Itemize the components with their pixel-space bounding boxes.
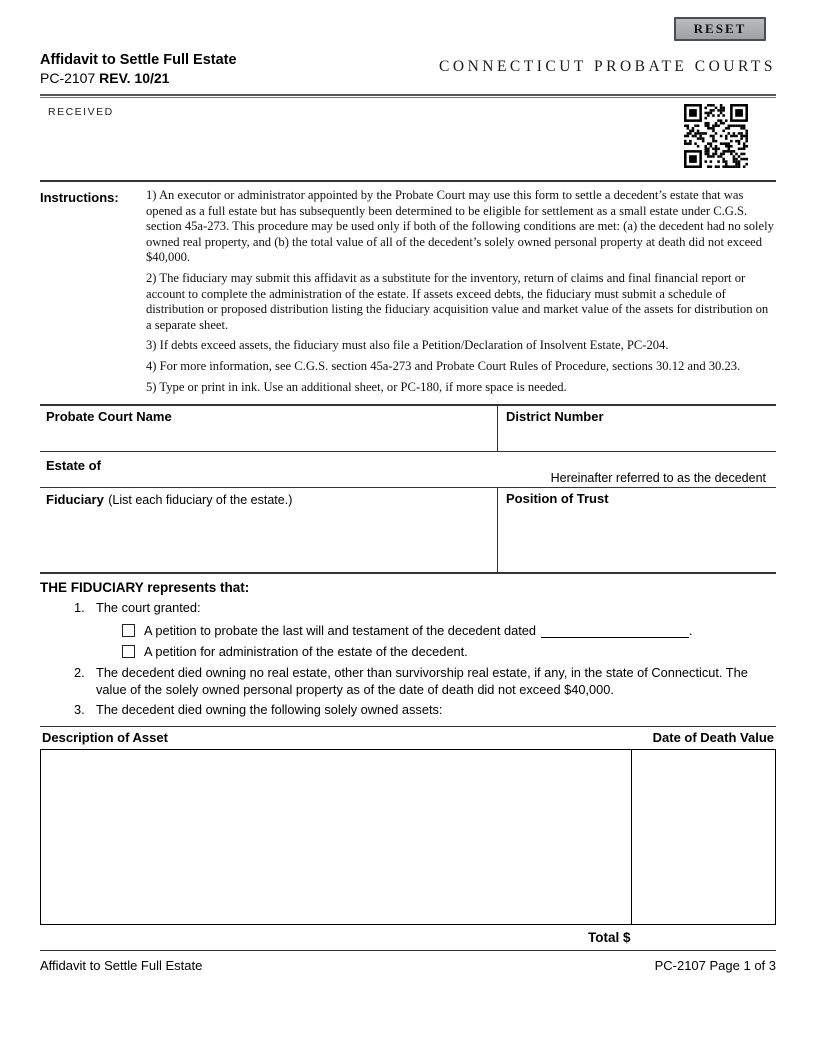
district-number-field[interactable]: [506, 424, 768, 440]
estate-of-label: Estate of: [46, 458, 101, 474]
form-number-line: [40, 70, 237, 86]
petition-administration-checkbox[interactable]: [122, 645, 135, 658]
asset-value-field[interactable]: [631, 750, 775, 924]
description-of-asset-header: Description of Asset: [42, 729, 168, 745]
item-text: The court granted:: [96, 600, 201, 616]
position-of-trust-cell: [497, 488, 776, 572]
instruction-item-4: 4) For more information, see C.G.S. section 45a-273 and Probate Court Rules of Procedure, sections 30.12 and 30.23.: [146, 359, 741, 374]
petition-probate-label: A petition to probate the last will and testament of the decedent dated: [144, 623, 536, 639]
fiduciary-row: [40, 488, 776, 574]
fiduciary-represents-heading: THE FIDUCIARY represents that:: [40, 580, 250, 596]
court-system-name: CONNECTICUT PROBATE COURTS: [439, 58, 776, 75]
received-stamp-area: [40, 98, 776, 180]
estate-of-row: [40, 452, 776, 488]
form-revision: REV. 10/21: [99, 70, 170, 86]
position-of-trust-label: Position of Trust: [506, 491, 609, 507]
instructions-label: Instructions:: [40, 190, 119, 205]
decedent-reference-note: Hereinafter referred to as the decedent: [550, 471, 766, 486]
will-date-field[interactable]: [541, 624, 689, 638]
district-number-cell: [497, 406, 776, 451]
total-row: [40, 928, 776, 948]
qr-code-icon: [684, 104, 748, 168]
footer-divider: [40, 950, 776, 951]
fiduciary-field[interactable]: [46, 509, 491, 565]
reset-button[interactable]: RESET: [674, 17, 766, 41]
received-divider: [40, 180, 776, 182]
date-of-death-value-header: Date of Death Value: [652, 729, 774, 745]
form-title: Affidavit to Settle Full Estate: [40, 52, 237, 68]
representation-item-1: [40, 600, 776, 617]
fiduciary-label-note: (List each fiduciary of the estate.): [108, 493, 293, 508]
asset-description-field[interactable]: [41, 750, 631, 924]
total-field[interactable]: [637, 930, 776, 946]
item-text: The decedent died owning no real estate, other than survivorship real estate, if any, in the state of Connecticut. The value of the solely owned personal property as of the date of death did not exceed $40,000.: [96, 665, 748, 698]
representation-item-2: [40, 665, 776, 699]
fiduciary-cell: [40, 488, 497, 572]
instruction-item-3: 3) If debts exceed assets, the fiduciary must also file a Petition/Declaration of Insolvent Estate, PC-204.: [146, 338, 669, 353]
petition-administration-label: A petition for administration of the estate of the decedent.: [144, 644, 468, 660]
probate-court-name-field[interactable]: [46, 424, 491, 440]
total-label: Total $: [588, 930, 631, 946]
instruction-item-5: 5) Type or print in ink. Use an additional sheet, or PC-180, if more space is needed.: [146, 379, 567, 394]
item-number: 3.: [74, 701, 85, 717]
footer-form-title: Affidavit to Settle Full Estate: [40, 957, 203, 973]
item-number: 1.: [74, 600, 85, 616]
estate-of-field[interactable]: [107, 456, 527, 470]
representation-item-3: [40, 702, 776, 719]
item-number: 2.: [74, 665, 85, 681]
petition-probate-suffix: .: [689, 623, 693, 639]
assets-table-header: [40, 727, 776, 749]
instructions-body: [146, 188, 776, 400]
probate-court-name-cell: [40, 406, 497, 451]
petition-probate-checkbox[interactable]: [122, 624, 135, 637]
instructions-section: [40, 188, 776, 400]
court-info-row: [40, 406, 776, 452]
form-number: PC-2107: [40, 70, 96, 86]
district-number-label: District Number: [506, 409, 604, 425]
instruction-item-2: 2) The fiduciary may submit this affidavit as a substitute for the inventory, return of claims and final financial report or account to complete the administration of the estate. If assets exceed debts, the fiduciary must submit a schedule of distribution or proposed distribution listing the fiduciary acquisition value and market value of the assets for distribution on a separate sheet.: [146, 271, 769, 332]
footer-page-number: PC-2107 Page 1 of 3: [654, 957, 776, 973]
form-header: [40, 52, 776, 86]
instruction-item-1: 1) An executor or administrator appointed by the Probate Court may use this form to settle a decedent’s estate that was opened as a full estate but has subsequently been determined to be eligible for settlement as a small estate under C.G.S. section 45a-273. This procedure may be used only if both of the following conditions are met: (a) the decedent had no solely owned real property, and (b) the total value of all of the decedent’s solely owned personal property at death did not exceed $40,000.: [146, 188, 774, 265]
fiduciary-label: Fiduciary: [46, 492, 104, 508]
petition-probate-row: [40, 623, 776, 638]
page-footer: [40, 958, 776, 973]
received-label: RECEIVED: [48, 106, 114, 118]
assets-table-body: [40, 749, 776, 925]
item-text: The decedent died owning the following solely owned assets:: [96, 701, 443, 717]
position-of-trust-field[interactable]: [506, 506, 768, 562]
probate-court-name-label: Probate Court Name: [46, 409, 172, 425]
form-id-block: [40, 52, 237, 86]
petition-administration-row: [40, 644, 776, 659]
